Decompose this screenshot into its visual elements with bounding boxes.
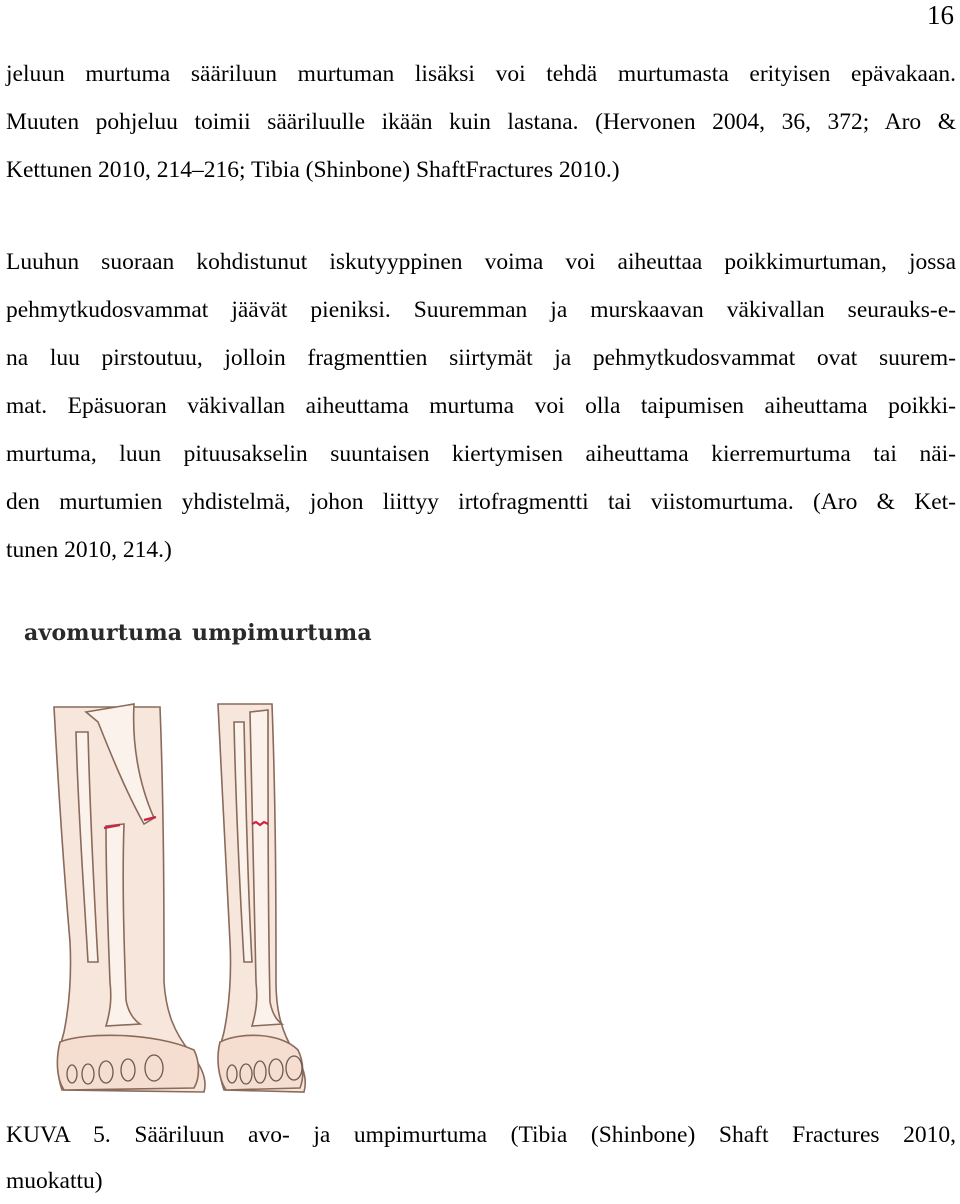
paragraph-line: mat. Epäsuoran väkivallan aiheuttama murtuma voi olla taipumisen aiheuttama poikki- (6, 393, 956, 419)
paragraph-line: Luuhun suoraan kohdistunut iskutyyppinen voima voi aiheuttaa poikkimurtuman, jossa (6, 249, 956, 275)
paragraph-line: murtuma, luun pituusakselin suuntaisen kiertymisen aiheuttama kierremurtuma tai näi- (6, 441, 956, 467)
paragraph-line: pehmytkudosvammat jäävät pieniksi. Suuremman ja murskaavan väkivallan seurauks-e- (6, 297, 956, 323)
paragraph-line: tunen 2010, 214.) (6, 537, 172, 563)
paragraph-line: Kettunen 2010, 214–216; Tibia (Shinbone) ShaftFractures 2010.) (6, 157, 620, 183)
closed-foot (218, 1035, 303, 1090)
page-number: 16 (927, 0, 954, 30)
paragraph-line: na luu pirstoutuu, jolloin fragmenttien siirtymät ja pehmytkudosvammat ovat suurem- (6, 345, 956, 371)
label-open-fracture: avomurtuma (24, 620, 183, 646)
open-fracture-leg (54, 704, 205, 1092)
paragraph-fibula-stability (6, 50, 956, 194)
paragraph-line: jeluun murtuma sääriluun murtuman lisäksi voi tehdä murtumasta erityisen epävakaan. (6, 61, 956, 87)
figure-caption (6, 1112, 956, 1204)
caption-line: KUVA 5. Sääriluun avo- ja umpimurtuma (Tibia (Shinbone) Shaft Fractures 2010, (6, 1122, 956, 1148)
caption-line: muokattu) (6, 1168, 103, 1194)
open-foot (57, 1035, 198, 1090)
label-closed-fracture: umpimurtuma (192, 620, 372, 646)
closed-fracture-leg (218, 704, 305, 1092)
leg-illustration (14, 612, 374, 1112)
paragraph-line: Muuten pohjeluu toimii sääriluulle ikään kuin lastana. (Hervonen 2004, 36, 372; Aro & (6, 109, 956, 135)
paragraph-line: den murtumien yhdistelmä, johon liittyy irtofragmentti tai viistomurtuma. (Aro & Ket- (6, 489, 956, 515)
fracture-figure (14, 612, 374, 1112)
paragraph-fracture-mechanisms (6, 238, 956, 574)
